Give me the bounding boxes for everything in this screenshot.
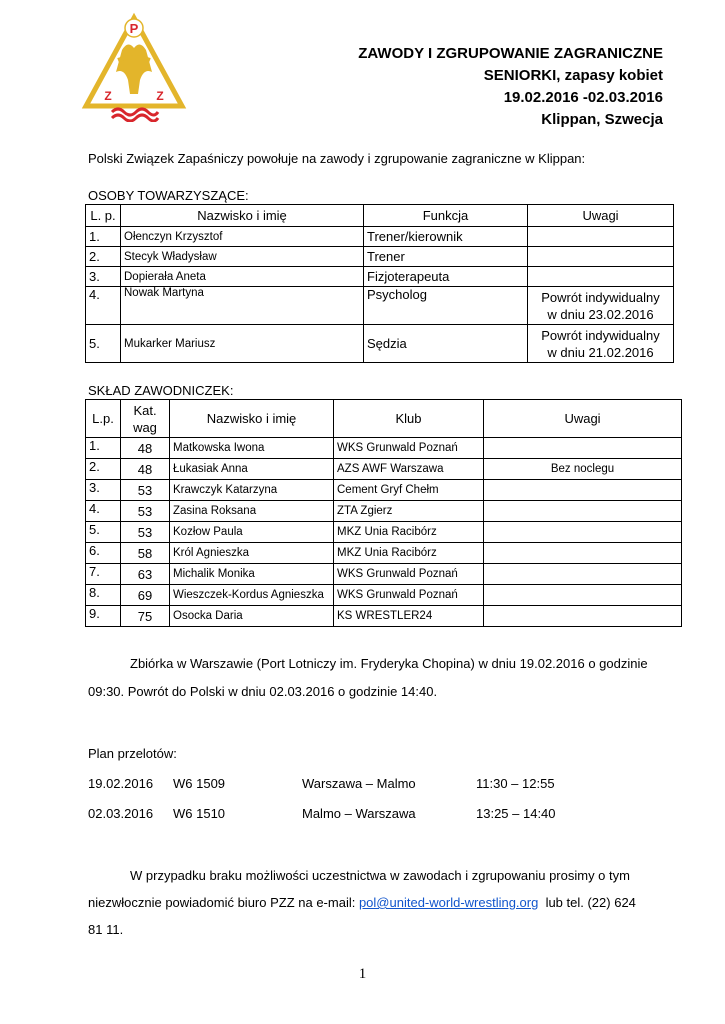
col-category — [121, 400, 170, 438]
staff-function: Fizjoterapeuta — [364, 267, 528, 287]
flight-date: 19.02.2016 — [88, 776, 154, 791]
athlete-row — [86, 501, 682, 522]
athlete-name: Krawczyk Katarzyna — [170, 480, 334, 501]
staff-name: Dopierała Aneta — [121, 267, 364, 287]
athlete-notes — [484, 585, 682, 606]
athlete-name: Osocka Daria — [170, 606, 334, 627]
athlete-notes — [484, 543, 682, 564]
flight-date: 02.03.2016 — [88, 806, 154, 821]
flight-number: W6 1510 — [173, 806, 226, 821]
staff-note-line1: Powrót indywidualny — [541, 289, 660, 305]
athlete-name: Michalik Monika — [170, 564, 334, 585]
athlete-club: WKS Grunwald Poznań — [334, 564, 484, 585]
athlete-notes — [484, 501, 682, 522]
logo-letter-z2: Z — [156, 89, 164, 103]
staff-name: Mukarker Mariusz — [121, 325, 364, 363]
athletes-header-row — [86, 400, 682, 438]
athlete-row — [86, 543, 682, 564]
athlete-notes — [484, 522, 682, 543]
athlete-row — [86, 522, 682, 543]
athlete-club: MKZ Unia Racibórz — [334, 522, 484, 543]
athlete-name: Kozłow Paula — [170, 522, 334, 543]
athlete-row — [86, 606, 682, 627]
col-name: Nazwisko i imię — [170, 400, 334, 438]
athlete-notes — [484, 606, 682, 627]
staff-lp: 4. — [86, 287, 121, 325]
col-category-line2: wag — [133, 419, 157, 435]
flight-route: Warszawa – Malmo — [302, 776, 416, 791]
title-line-2: SENIORKI, zapasy kobiet — [483, 67, 663, 84]
title-line-3: 19.02.2016 -02.03.2016 — [503, 89, 663, 106]
athlete-club: KS WRESTLER24 — [334, 606, 484, 627]
staff-name: Nowak Martyna — [121, 287, 364, 325]
athlete-lp: 5. — [86, 522, 121, 543]
col-lp: L. p. — [86, 205, 121, 227]
flights-heading: Plan przelotów: — [88, 746, 177, 761]
athlete-lp: 2. — [86, 459, 121, 480]
staff-row — [86, 247, 674, 267]
athlete-category: 53 — [121, 522, 170, 543]
footer-text-before-email: niezwłocznie powiadomić biuro PZZ na e-mail: — [88, 895, 359, 910]
athlete-row — [86, 585, 682, 606]
athlete-name: Łukasiak Anna — [170, 459, 334, 480]
staff-lp: 5. — [86, 325, 121, 363]
athlete-name: Król Agnieszka — [170, 543, 334, 564]
staff-notes — [528, 325, 674, 363]
athlete-category: 58 — [121, 543, 170, 564]
staff-row — [86, 267, 674, 287]
staff-function: Psycholog — [364, 287, 528, 325]
athlete-name: Wieszczek-Kordus Agnieszka — [170, 585, 334, 606]
col-notes: Uwagi — [528, 205, 674, 227]
athlete-lp: 8. — [86, 585, 121, 606]
staff-notes — [528, 267, 674, 287]
staff-function: Sędzia — [364, 325, 528, 363]
athlete-name: Matkowska Iwona — [170, 438, 334, 459]
staff-note-line2: w dniu 21.02.2016 — [547, 344, 654, 360]
athlete-lp: 3. — [86, 480, 121, 501]
staff-lp: 2. — [86, 247, 121, 267]
col-lp: L.p. — [86, 400, 121, 438]
email-link[interactable]: pol@united-world-wrestling.org — [358, 895, 539, 910]
footer-line-2 — [88, 889, 636, 917]
title-line-1: ZAWODY I ZGRUPOWANIE ZAGRANICZNE — [358, 45, 663, 62]
footer-phone-text: lub tel. (22) 624 — [538, 895, 636, 910]
athlete-category: 75 — [121, 606, 170, 627]
athlete-name: Zasina Roksana — [170, 501, 334, 522]
athlete-lp: 1. — [86, 438, 121, 459]
staff-table — [85, 204, 674, 363]
col-function: Funkcja — [364, 205, 528, 227]
athlete-lp: 7. — [86, 564, 121, 585]
col-name: Nazwisko i imię — [121, 205, 364, 227]
athlete-notes — [484, 438, 682, 459]
athlete-category: 53 — [121, 501, 170, 522]
flight-time: 11:30 – 12:55 — [476, 776, 555, 791]
footer-line-3: 81 11. — [88, 922, 124, 937]
athlete-category: 63 — [121, 564, 170, 585]
athlete-row — [86, 459, 682, 480]
athlete-club: MKZ Unia Racibórz — [334, 543, 484, 564]
logo-letter-z1: Z — [104, 89, 112, 103]
athlete-club: Cement Gryf Chełm — [334, 480, 484, 501]
staff-note-line2: w dniu 23.02.2016 — [547, 306, 654, 322]
athletes-heading: SKŁAD ZAWODNICZEK: — [88, 383, 234, 398]
flight-number: W6 1509 — [173, 776, 226, 791]
staff-notes — [528, 227, 674, 247]
staff-notes — [528, 287, 674, 325]
athlete-notes — [484, 480, 682, 501]
athlete-category: 48 — [121, 438, 170, 459]
staff-function: Trener — [364, 247, 528, 267]
athlete-category: 53 — [121, 480, 170, 501]
staff-notes — [528, 247, 674, 267]
athlete-row — [86, 480, 682, 501]
title-line-4: Klippan, Szwecja — [541, 111, 663, 128]
staff-row — [86, 325, 674, 363]
athlete-lp: 9. — [86, 606, 121, 627]
athlete-notes — [484, 564, 682, 585]
col-club: Klub — [334, 400, 484, 438]
athlete-lp: 4. — [86, 501, 121, 522]
athletes-table — [85, 399, 682, 627]
assembly-line-2: 09:30. Powrót do Polski w dniu 02.03.2016 o godzinie 14:40. — [88, 684, 438, 699]
page-number: 1 — [358, 966, 367, 982]
athlete-row — [86, 438, 682, 459]
athlete-club: AZS AWF Warszawa — [334, 459, 484, 480]
assembly-line-1: Zbiórka w Warszawie (Port Lotniczy im. Fryderyka Chopina) w dniu 19.02.2016 o godzinie — [130, 656, 648, 671]
staff-function: Trener/kierownik — [364, 227, 528, 247]
athlete-category: 48 — [121, 459, 170, 480]
athlete-lp: 6. — [86, 543, 121, 564]
staff-row — [86, 227, 674, 247]
athlete-category: 69 — [121, 585, 170, 606]
staff-lp: 3. — [86, 267, 121, 287]
flight-time: 13:25 – 14:40 — [476, 806, 556, 821]
athlete-row — [86, 564, 682, 585]
athlete-club: WKS Grunwald Poznań — [334, 585, 484, 606]
staff-lp: 1. — [86, 227, 121, 247]
logo-letter-p: P — [129, 21, 139, 36]
athlete-club: ZTA Zgierz — [334, 501, 484, 522]
staff-name: Ołenczyn Krzysztof — [121, 227, 364, 247]
athlete-club: WKS Grunwald Poznań — [334, 438, 484, 459]
intro-text: Polski Związek Zapaśniczy powołuje na zawody i zgrupowanie zagraniczne w Klippan: — [88, 151, 586, 166]
staff-row — [86, 287, 674, 325]
athlete-notes: Bez noclegu — [484, 459, 682, 480]
footer-line-1: W przypadku braku możliwości uczestnictwa w zawodach i zgrupowaniu prosimy o tym — [130, 868, 630, 883]
flight-route: Malmo – Warszawa — [302, 806, 416, 821]
col-category-line1: Kat. — [133, 402, 157, 418]
staff-note-line1: Powrót indywidualny — [541, 327, 660, 343]
staff-header-row — [86, 205, 674, 227]
col-notes: Uwagi — [484, 400, 682, 438]
pzz-logo — [78, 10, 190, 122]
staff-name: Stecyk Władysław — [121, 247, 364, 267]
staff-heading: OSOBY TOWARZYSZĄCE: — [88, 188, 249, 203]
